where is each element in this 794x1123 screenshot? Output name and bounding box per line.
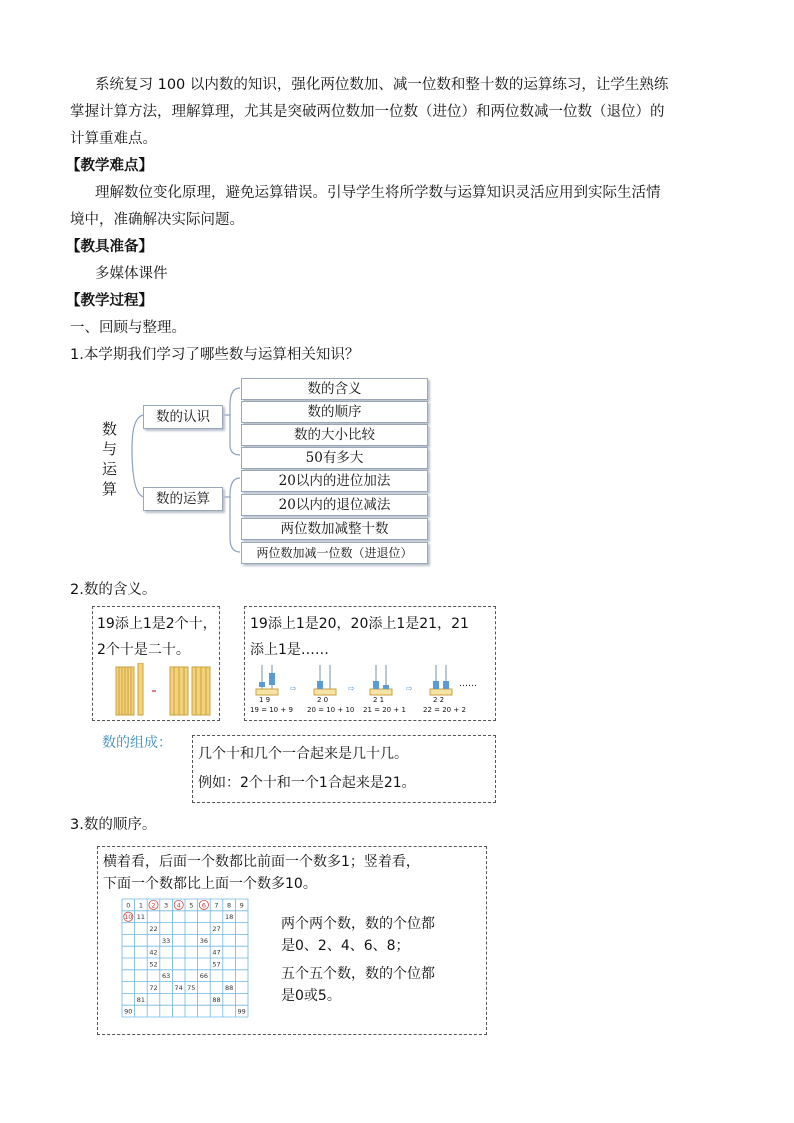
tools-heading: 【教具准备】 <box>66 239 153 255</box>
grid-cell-text: 81 <box>136 995 146 1004</box>
grid-cell-text: 99 <box>237 1007 246 1016</box>
leaf-carry-addition: 20以内的进位加法 <box>241 470 428 492</box>
grid-cell-text: 6 <box>201 901 206 910</box>
composition-line-2: 例如：2个十和一个1合起来是21。 <box>198 775 416 791</box>
grid-cell-text: 74 <box>174 984 183 992</box>
grid-cell-text: 66 <box>199 972 209 981</box>
question-2: 2.数的含义。 <box>70 582 157 598</box>
grid-cell-text: 47 <box>212 948 221 957</box>
order-note-2-line-1: 五个五个数，数的个位都 <box>281 966 435 982</box>
order-note-1-line-2: 是0、2、4、6、8； <box>281 938 410 954</box>
abacus-3-digits: 2 1 <box>373 696 385 704</box>
grid-cell-text: 9 <box>239 901 244 910</box>
abacus-2-digits: 2 0 <box>317 696 329 704</box>
leaf-number-order: 数的顺序 <box>241 401 428 423</box>
composition-box <box>192 735 496 803</box>
tools-text: 多媒体课件 <box>95 266 168 282</box>
svg-text:⇨: ⇨ <box>348 684 355 693</box>
grid-cell-text: 72 <box>149 984 158 992</box>
section-1-title: 一、回顾与整理。 <box>70 320 186 336</box>
grid-cell-text: 27 <box>212 925 221 933</box>
intro-line-1: 系统复习 100 以内数的知识，强化两位数加、减一位数和整十数的运算练习，让学生熟练 <box>95 77 669 93</box>
grid-cell-text: 90 <box>124 1007 133 1016</box>
meaning-right-line-2: 添上1是…… <box>250 642 329 658</box>
order-note-1-line-1: 两个两个数，数的个位都 <box>281 916 435 932</box>
order-line-1: 横着看，后面一个数都比前面一个数多1；竖着看， <box>103 854 420 870</box>
order-box <box>97 846 487 1035</box>
grid-cell-text: 75 <box>187 984 196 992</box>
intro-line-2: 掌握计算方法，理解算理，尤其是突破两位数加一位数（进位）和两位数减一位数（退位）的 <box>70 104 665 120</box>
composition-label: 数的组成： <box>102 735 172 751</box>
grid-cell-text: 57 <box>212 960 221 969</box>
grid-cell-text: 1 <box>138 901 143 910</box>
leaf-number-compare: 数的大小比较 <box>241 424 428 446</box>
order-line-2: 下面一个数都比上面一个数多10。 <box>103 876 317 892</box>
difficulty-line-1: 理解数位变化原理，避免运算错误。引导学生将所学数与运算知识灵活应用到实际生活情 <box>95 185 661 201</box>
leaf-two-digit-tens: 两位数加减整十数 <box>241 518 428 540</box>
grid-cell-text: 18 <box>224 913 234 922</box>
grid-cell-text: 7 <box>214 901 219 910</box>
abacus-2-equation: 20 = 10 + 10 <box>307 706 355 714</box>
grid-cell-text: 4 <box>176 901 181 910</box>
leaf-borrow-subtraction: 20以内的退位减法 <box>241 494 428 516</box>
process-heading: 【教学过程】 <box>66 293 153 309</box>
question-1: 1.本学期我们学习了哪些数与运算相关知识？ <box>70 347 360 363</box>
grid-cell-text: 11 <box>136 913 146 922</box>
grid-cell-text: 33 <box>161 936 171 945</box>
difficulty-line-2: 境中，准确解决实际问题。 <box>70 212 244 228</box>
grid-cell-text: 52 <box>149 960 158 969</box>
question-3: 3.数的顺序。 <box>70 817 157 833</box>
grid-cell-text: 42 <box>149 948 158 957</box>
leaf-number-meaning: 数的含义 <box>241 378 428 400</box>
branch-number-operations: 数的运算 <box>143 487 223 511</box>
mindmap-root-char-2: 与 <box>102 440 118 458</box>
abacus-1-equation: 19 = 10 + 9 <box>250 706 293 714</box>
order-note-2-line-2: 是0或5。 <box>281 988 341 1004</box>
abacus-3-equation: 21 = 20 + 1 <box>363 706 406 714</box>
mindmap-root-char-1: 数 <box>102 420 118 438</box>
grid-cell-text: 5 <box>189 901 194 910</box>
leaf-two-digit-one-digit: 两位数加减一位数（进退位） <box>241 542 428 564</box>
grid-cell-text: 10 <box>124 913 133 922</box>
abacus-ellipsis: …… <box>459 679 477 689</box>
grid-cell-text: 63 <box>161 972 171 981</box>
meaning-right-box <box>244 606 496 721</box>
meaning-left-line-2: 2个十是二十。 <box>97 642 190 658</box>
grid-cell-text: 88 <box>224 984 234 992</box>
branch-number-recognition: 数的认识 <box>143 405 223 429</box>
abacus-1-digits: 1 9 <box>259 696 271 704</box>
difficulty-heading: 【教学难点】 <box>66 158 153 174</box>
composition-line-1: 几个十和几个一合起来是几十几。 <box>198 746 408 762</box>
abacus-4-digits: 2 2 <box>433 696 445 704</box>
grid-cell-text: 0 <box>126 901 131 910</box>
leaf-how-big-50: 50有多大 <box>241 447 428 469</box>
abacus-4-equation: 22 = 20 + 2 <box>423 706 466 714</box>
mindmap-root-char-4: 算 <box>102 480 118 498</box>
intro-line-3: 计算重难点。 <box>70 131 157 147</box>
grid-cell-text: 36 <box>199 936 209 945</box>
hundred-chart <box>120 897 255 1027</box>
meaning-left-line-1: 19添上1是2个十， <box>97 616 217 632</box>
counting-sticks-image <box>108 663 228 718</box>
grid-cell-text: 22 <box>149 925 158 933</box>
grid-cell-text: 88 <box>212 995 221 1004</box>
mindmap-root-char-3: 运 <box>102 460 118 478</box>
grid-cell-text: 2 <box>151 901 156 910</box>
svg-text:⇨: ⇨ <box>406 684 413 693</box>
meaning-right-line-1: 19添上1是20，20添上1是21，21 <box>250 616 469 632</box>
svg-text:⇨: ⇨ <box>290 684 297 693</box>
meaning-left-box <box>92 606 220 721</box>
grid-cell-text: 3 <box>164 901 169 910</box>
grid-cell-text: 8 <box>227 901 232 910</box>
